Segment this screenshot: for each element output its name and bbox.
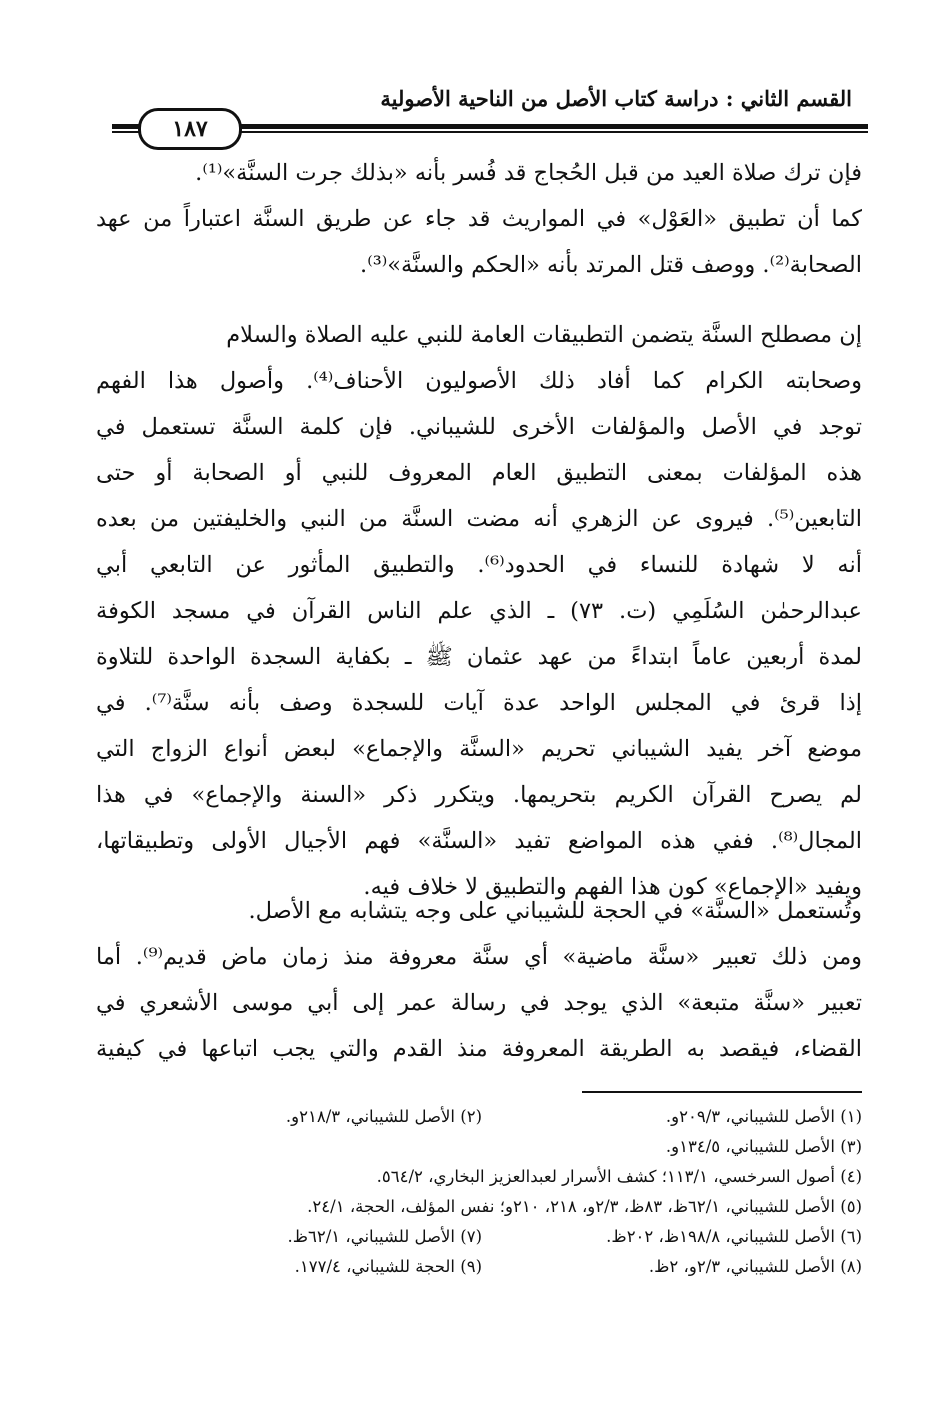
footnote-5: (٥) الأصل للشيباني، ٦٢/١ظ، ٨٣ظ، ٢/٣و، ٢١٨، ٢١٠و؛ نفس المؤلف، الحجة، ٢٤/١. — [307, 1197, 862, 1216]
footnote-row — [200, 1132, 862, 1162]
footnote-2: (٢) الأصل للشيباني، ٢١٨/٣و. — [285, 1107, 482, 1126]
footnote-6: (٦) الأصل للشيباني، ١٩٨/٨ظ، ٢٠٢ظ. — [606, 1227, 862, 1246]
text-line: أنه لا شهادة للنساء في الحدود⁽⁶⁾. والتطبيق المأثور عن التابعي أبي — [96, 552, 862, 578]
running-header-title: القسم الثاني : دراسة كتاب الأصل من الناحية الأصولية — [380, 86, 852, 111]
footnote-row — [200, 1102, 862, 1132]
footnote-row — [200, 1162, 862, 1192]
page-number: ١٨٧ — [138, 108, 242, 150]
text-line: ومن ذلك تعبير «سنَّة ماضية» أي سنَّة معروفة منذ زمان ماض قديم⁽⁹⁾. أما — [96, 944, 862, 970]
text-line: إن مصطلح السنَّة يتضمن التطبيقات العامة للنبي عليه الصلاة والسلام — [226, 322, 862, 348]
footnote-row — [200, 1222, 862, 1252]
text-line: التابعين⁽⁵⁾. فيروى عن الزهري أنه مضت السنَّة من النبي والخليفتين من بعده — [96, 506, 862, 532]
footnote-separator — [582, 1091, 862, 1093]
text-line: هذه المؤلفات بمعنى التطبيق العام المعروف للنبي أو الصحابة أو حتى — [96, 460, 862, 486]
footnote-3: (٣) الأصل للشيباني، ١٣٤/٥و. — [665, 1137, 862, 1156]
text-line: القضاء، فيقصد به الطريقة المعروفة منذ القدم والتي يجب اتباعها في كيفية — [96, 1036, 862, 1062]
text-line: إذا قرئ في المجلس الواحد عدة آيات للسجدة وصف بأنه سنَّة⁽⁷⁾. في — [96, 690, 862, 716]
text-line: كما أن تطبيق «العَوْل» في المواريث قد جاء عن طريق السنَّة اعتباراً من عهد — [96, 206, 862, 232]
paragraph-2 — [96, 312, 862, 910]
text-line: عبدالرحمٰن السُلَمِي (ت. ٧٣) ـ الذي علم الناس القرآن في مسجد الكوفة — [96, 598, 862, 624]
text-line: تعبير «سنَّة متبعة» الذي يوجد في رسالة عمر إلى أبي موسى الأشعري في — [96, 990, 862, 1016]
text-line: توجد في الأصل والمؤلفات الأخرى للشيباني. فإن كلمة السنَّة تستعمل في — [96, 414, 862, 440]
text-line: وتُستعمل «السنَّة» في الحجة للشيباني على وجه يتشابه مع الأصل. — [248, 898, 862, 924]
footnote-9: (٩) الحجة للشيباني، ١٧٧/٤. — [294, 1257, 482, 1276]
text-line: موضع آخر يفيد الشيباني تحريم «السنَّة والإجماع» لبعض أنواع الزواج التي — [96, 736, 862, 762]
footnote-row — [200, 1192, 862, 1222]
text-line: الصحابة⁽²⁾. ووصف قتل المرتد بأنه «الحكم والسنَّة»⁽³⁾. — [360, 252, 862, 278]
text-line: ويفيد «الإجماع» كون هذا الفهم والتطبيق لا خلاف فيه. — [363, 874, 862, 900]
footnotes — [200, 1102, 862, 1282]
footnote-row — [200, 1252, 862, 1282]
paragraph-1 — [96, 150, 862, 288]
paragraph-3 — [96, 888, 862, 1072]
footnote-8: (٨) الأصل للشيباني، ٢/٣و، ٢ظ. — [648, 1257, 862, 1276]
text-line: فإن ترك صلاة العيد من قبل الحُجاج قد فُسر بأنه «بذلك جرت السنَّة»⁽¹⁾. — [195, 160, 862, 186]
footnote-7: (٧) الأصل للشيباني، ٦٢/١ظ. — [287, 1227, 482, 1246]
footnote-4: (٤) أصول السرخسي، ١١٣/١؛ كشف الأسرار لعبدالعزيز البخاري، ٥٦٤/٢. — [376, 1167, 862, 1186]
text-line: لم يصرح القرآن الكريم بتحريمها. ويتكرر ذكر «السنة والإجماع» في هذا — [96, 782, 862, 808]
text-line: المجال⁽⁸⁾. ففي هذه المواضع تفيد «السنَّة» فهم الأجيال الأولى وتطبيقاتها، — [96, 828, 862, 854]
footnote-1: (١) الأصل للشيباني، ٢٠٩/٣و. — [665, 1107, 862, 1126]
text-line: وصحابته الكرام كما أفاد ذلك الأصوليون الأحناف⁽⁴⁾. وأصول هذا الفهم — [96, 368, 862, 394]
text-line: لمدة أربعين عاماً ابتداءً من عهد عثمان ﷺ ـ بكفاية السجدة الواحدة للتلاوة — [96, 644, 862, 670]
